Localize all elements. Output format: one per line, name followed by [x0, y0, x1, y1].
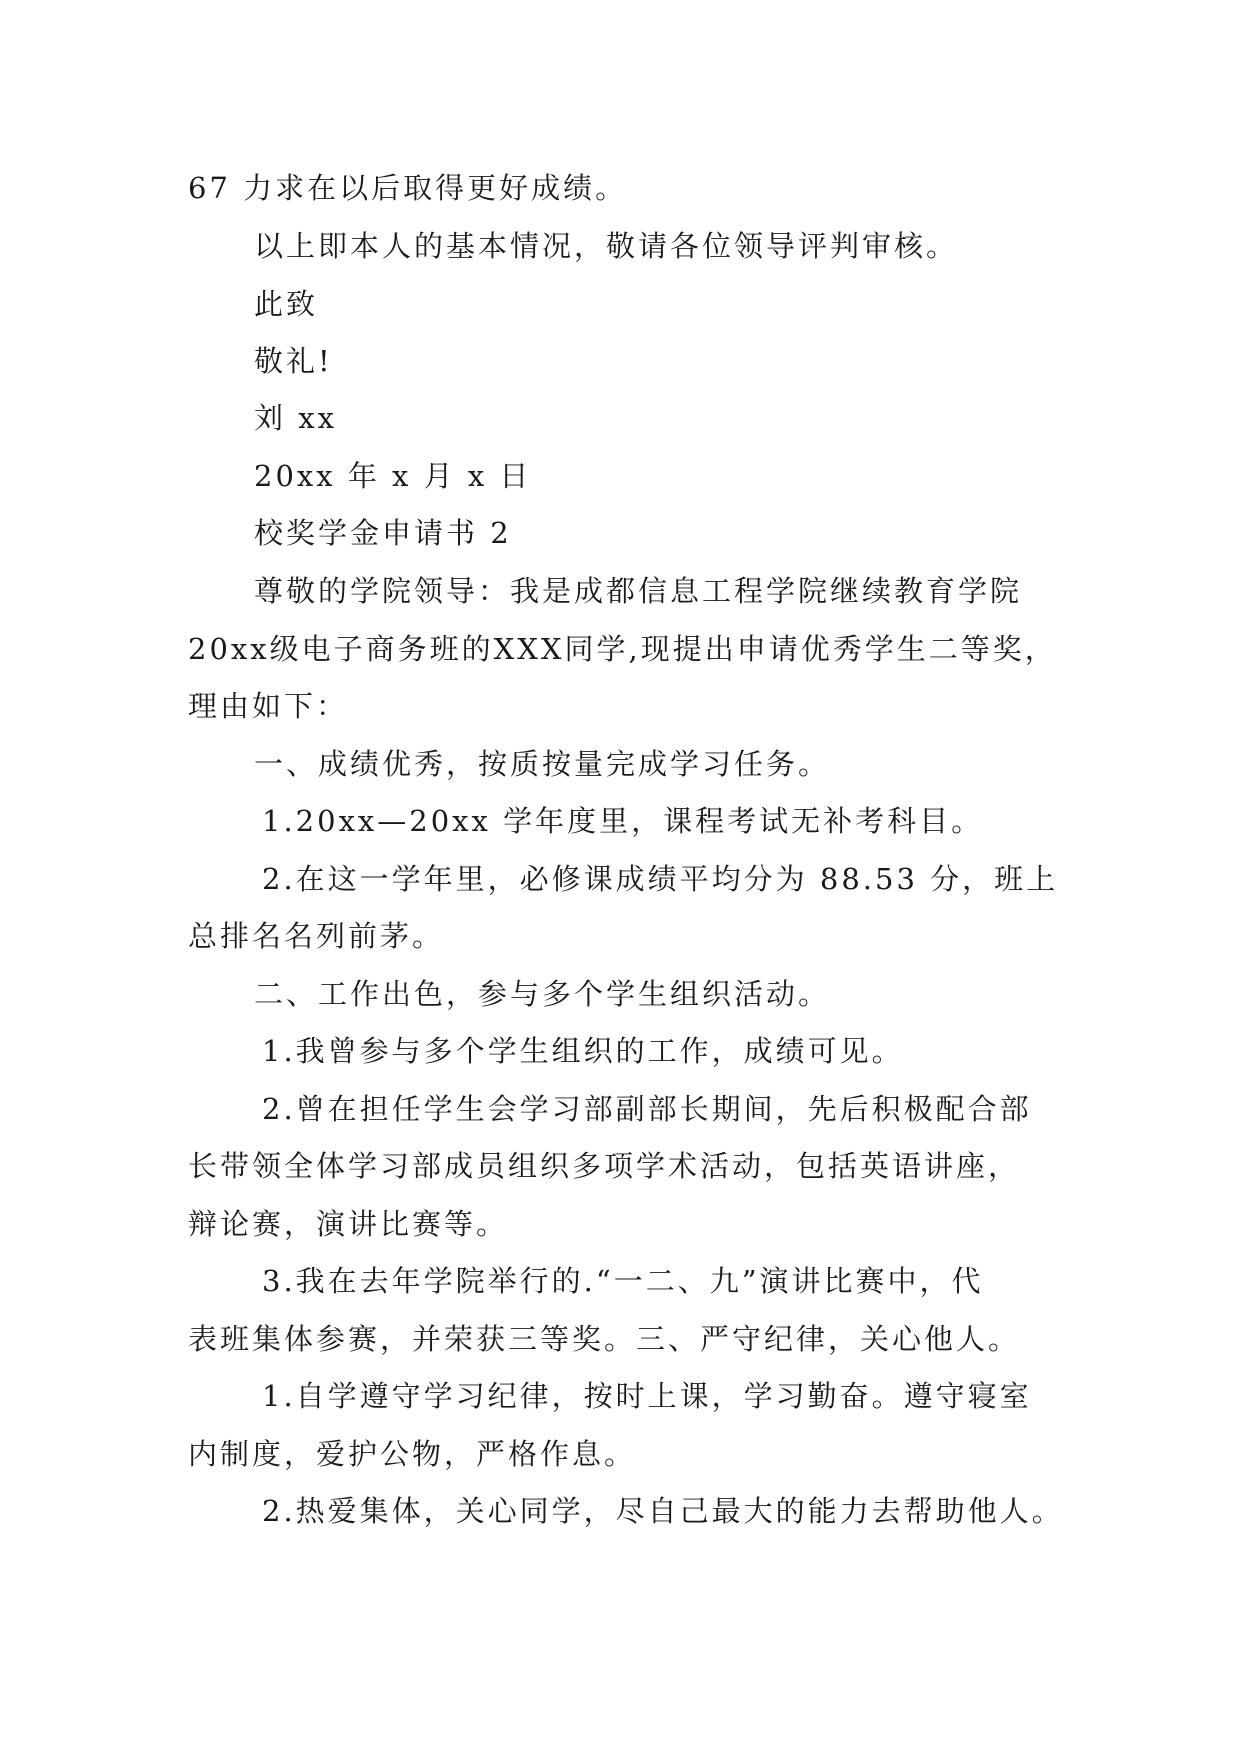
text-line-date: 20xx 年 x 月 x 日 — [254, 459, 532, 493]
text-line: 总排名名列前茅。 — [188, 919, 445, 953]
text-line-heading-two: 二、工作出色，参与多个学生组织活动。 — [254, 977, 831, 1011]
text-line: 表班集体参赛，并荣获三等奖。三、严守纪律，关心他人。 — [188, 1322, 1021, 1356]
text-line-item: 2.曾在担任学生会学习部副部长期间，先后积极配合部 — [262, 1092, 1032, 1126]
text-line-continuation: 67 力求在以后取得更好成绩。 — [188, 171, 628, 205]
text-line-item: 1.我曾参与多个学生组织的工作，成绩可见。 — [262, 1034, 904, 1068]
text-line: 内制度，爱护公物，严格作息。 — [188, 1437, 637, 1471]
text-line-closing-request: 以上即本人的基本情况，敬请各位领导评判审核。 — [254, 229, 959, 263]
text-line-item: 1.自学遵守学习纪律，按时上课，学习勤奋。遵守寝室 — [262, 1379, 1032, 1413]
text-line-greeting: 尊敬的学院领导：我是成都信息工程学院继续教育学院 — [254, 574, 1023, 608]
text-line-item: 1.20xx—20xx 学年度里，课程考试无补考科目。 — [262, 804, 984, 838]
text-line-item: 2.热爱集体，关心同学，尽自己最大的能力去帮助他人。 — [262, 1494, 1064, 1528]
text-line: 长带领全体学习部成员组织多项学术活动，包括英语讲座， — [188, 1149, 1021, 1183]
text-line-item: 2.在这一学年里，必修课成绩平均分为 88.53 分，班上 — [262, 862, 1059, 896]
text-line-item: 3.我在去年学院举行的.“一二、九”演讲比赛中，代 — [262, 1264, 984, 1298]
text-line-salutation: 此致 — [254, 287, 319, 321]
text-line-regards: 敬礼! — [254, 344, 333, 378]
text-line-signature-name: 刘 xx — [254, 401, 337, 435]
text-line: 20xx级电子商务班的XXX同学,现提出申请优秀学生二等奖， — [188, 632, 1057, 666]
text-line: 辩论赛，演讲比赛等。 — [188, 1207, 509, 1241]
text-line-heading-one: 一、成绩优秀，按质按量完成学习任务。 — [254, 747, 831, 781]
text-line: 理由如下： — [188, 689, 349, 723]
section-title: 校奖学金申请书 2 — [254, 516, 512, 550]
